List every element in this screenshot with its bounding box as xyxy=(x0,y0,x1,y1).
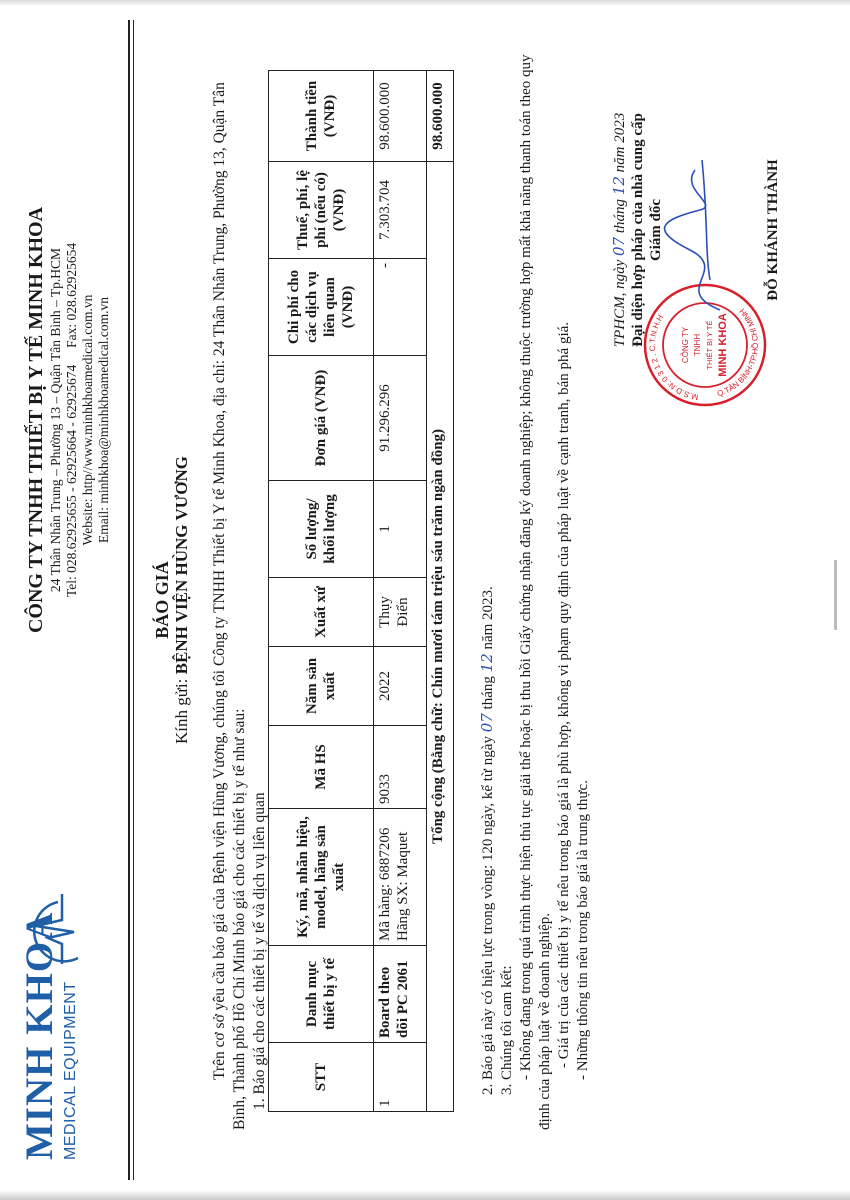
seal-line4: MINH KHOA xyxy=(717,313,729,377)
table-sum-row xyxy=(427,71,454,1112)
handwritten-month: 12 xyxy=(478,653,496,673)
cell-year: 2022 xyxy=(374,647,427,726)
company-name: CÔNG TY TNHH THIẾT BỊ Y TẾ MINH KHOA xyxy=(25,206,47,634)
sum-value: 98.600.000 xyxy=(427,71,454,162)
cell-hs-code: 9033 xyxy=(374,726,427,809)
cell-stt: 1 xyxy=(374,1043,427,1112)
table-header-row xyxy=(269,71,374,1112)
cell-quantity: 1 xyxy=(374,481,427,578)
seal-ring-text: M.S.D.N: 0 3 1 2 . C.T.N.H.H xyxy=(647,313,700,402)
col-origin: Xuất xứ xyxy=(269,578,374,647)
commitment-3: - Những thông tin nêu trong báo giá là trung thực. xyxy=(575,780,591,1080)
validity-text-month: tháng xyxy=(480,672,496,714)
seal-bottom-text: Q.TÂN BÌNH-TP.HỒ CHÍ MINH xyxy=(716,306,761,399)
recipient-prefix: Kính gửi: xyxy=(172,674,191,745)
heartbeat-icon xyxy=(18,894,88,964)
date-year: năm 2023 xyxy=(612,112,628,177)
validity-text: 2. Báo giá này có hiệu lực trong vòng: 120 ngày, kể từ ngày xyxy=(480,732,496,1095)
header-divider xyxy=(128,20,130,1180)
col-model: Ký, mã, nhãn hiệu, model, hãng sản xuất xyxy=(269,809,374,946)
header-divider-thin xyxy=(133,20,134,1180)
commitment-1: - Không đang trong quá trình thực hiện thủ tục giải thể hoặc bị thu hồi Giấy chứng nhận đăng ký doanh nghiệp; không thuộc trường hợp mất khả năng thanh toán theo quy định của pháp luật về doanh nghiệp. xyxy=(518,54,553,1130)
seal-line2: TNHH xyxy=(693,333,702,357)
col-stt: STT xyxy=(269,1043,374,1112)
handwritten-day: 07 xyxy=(478,713,496,733)
handwritten-signature xyxy=(650,150,740,320)
document-title: BÁO GIÁ xyxy=(152,561,172,639)
cell-service-cost: - xyxy=(374,259,427,356)
signer-name: ĐỖ KHÁNH THÀNH xyxy=(765,159,781,301)
col-total: Thành tiền (VNĐ) xyxy=(269,71,374,162)
seal-line1: CÔNG TY xyxy=(681,326,690,364)
col-quantity: Số lượng/ khối lượng xyxy=(269,481,374,578)
validity-note xyxy=(478,50,498,1130)
recipient-name: BỆNH VIỆN HÙNG VƯƠNG xyxy=(172,455,191,675)
date-month-label: tháng xyxy=(612,195,628,237)
sum-label: Tổng cộng (Bằng chữ: Chín mươi tám triệu sáu trăm ngàn đồng) xyxy=(427,162,454,1112)
section-heading: 1. Báo giá cho các thiết bị y tế và dịch vụ liên quan xyxy=(251,792,268,1110)
cell-total: 98.600.000 xyxy=(374,71,427,162)
seal-line3: THIẾT BỊ Y TẾ xyxy=(705,320,714,370)
company-website: Website: http//www.minhkhoamedical.com.vn xyxy=(80,294,95,546)
validity-text-year: năm 2023. xyxy=(480,586,496,654)
intro-paragraph: Trên cơ sở yêu cầu báo giá của Bệnh viện Hùng Vương, chúng tôi Công ty TNHH Thiết bị Y tế Minh Khoa, địa chỉ: 24 Thân Nhân Trung, Phường 13, Quận Tân Bình, Thành phố Hồ Chí Minh báo giá cho các thiết bị y tế như sau: xyxy=(211,82,248,1130)
col-service-cost: Chi phí cho các dịch vụ liên quan (VNĐ) xyxy=(269,259,374,356)
signer-title: Giám đốc xyxy=(648,198,664,262)
cell-origin: Thụy Điển xyxy=(374,578,427,647)
col-unit-price: Đơn giá (VNĐ) xyxy=(269,356,374,481)
notes-section xyxy=(478,50,593,1130)
company-address: 24 Thân Nhân Trung – Phường 13 – Quận Tân Bình – Tp.HCM xyxy=(48,247,63,593)
recipient-line xyxy=(172,0,192,1200)
col-year: Năm sản xuất xyxy=(269,647,374,726)
table-row xyxy=(374,71,427,1112)
cell-model xyxy=(374,809,427,946)
signature-date xyxy=(610,40,629,420)
quotation-table xyxy=(268,70,454,1112)
cell-model-code: Mã hàng: 6887206 xyxy=(377,827,393,941)
col-tax: Thuế, phí, lệ phí (nếu có) (VNĐ) xyxy=(269,162,374,259)
company-logo xyxy=(20,910,110,1160)
cell-tax: 7.303.704 xyxy=(374,162,427,259)
commitment-2: - Giá trị của các thiết bị y tế nêu trong báo giá là phù hợp, không vi phạm quy định của pháp luật về cạnh tranh, bán phá giá. xyxy=(556,321,572,1068)
cell-unit-price: 91.296.296 xyxy=(374,356,427,481)
handwritten-sign-month: 12 xyxy=(610,176,628,196)
logo-tagline: MEDICAL EQUIPMENT xyxy=(62,981,79,1160)
date-prefix: TPHCM, ngày xyxy=(612,255,628,348)
commitment-heading: 3. Chúng tôi cam kết: xyxy=(499,965,515,1095)
signer-role: Đại diện hợp pháp của nhà cung cấp xyxy=(630,113,646,347)
cell-device-name: Board theo dõi PC 2061 xyxy=(374,946,427,1043)
col-hs-code: Mã HS xyxy=(269,726,374,809)
col-device-name: Danh mục thiết bị y tế xyxy=(269,946,374,1043)
cell-model-maker: Hãng SX: Maquet xyxy=(395,831,411,941)
company-phone-fax: Tel: 028.62925655 - 62925664 - 62925674 Fax: 028.62925654 xyxy=(64,242,79,598)
handwritten-sign-day: 07 xyxy=(610,236,628,256)
company-header xyxy=(24,60,112,780)
logo-wordmark: MINH KHOA xyxy=(18,911,61,1160)
company-email: Email: minhkhoa@minhkhoamedical.com.vn xyxy=(96,297,111,544)
